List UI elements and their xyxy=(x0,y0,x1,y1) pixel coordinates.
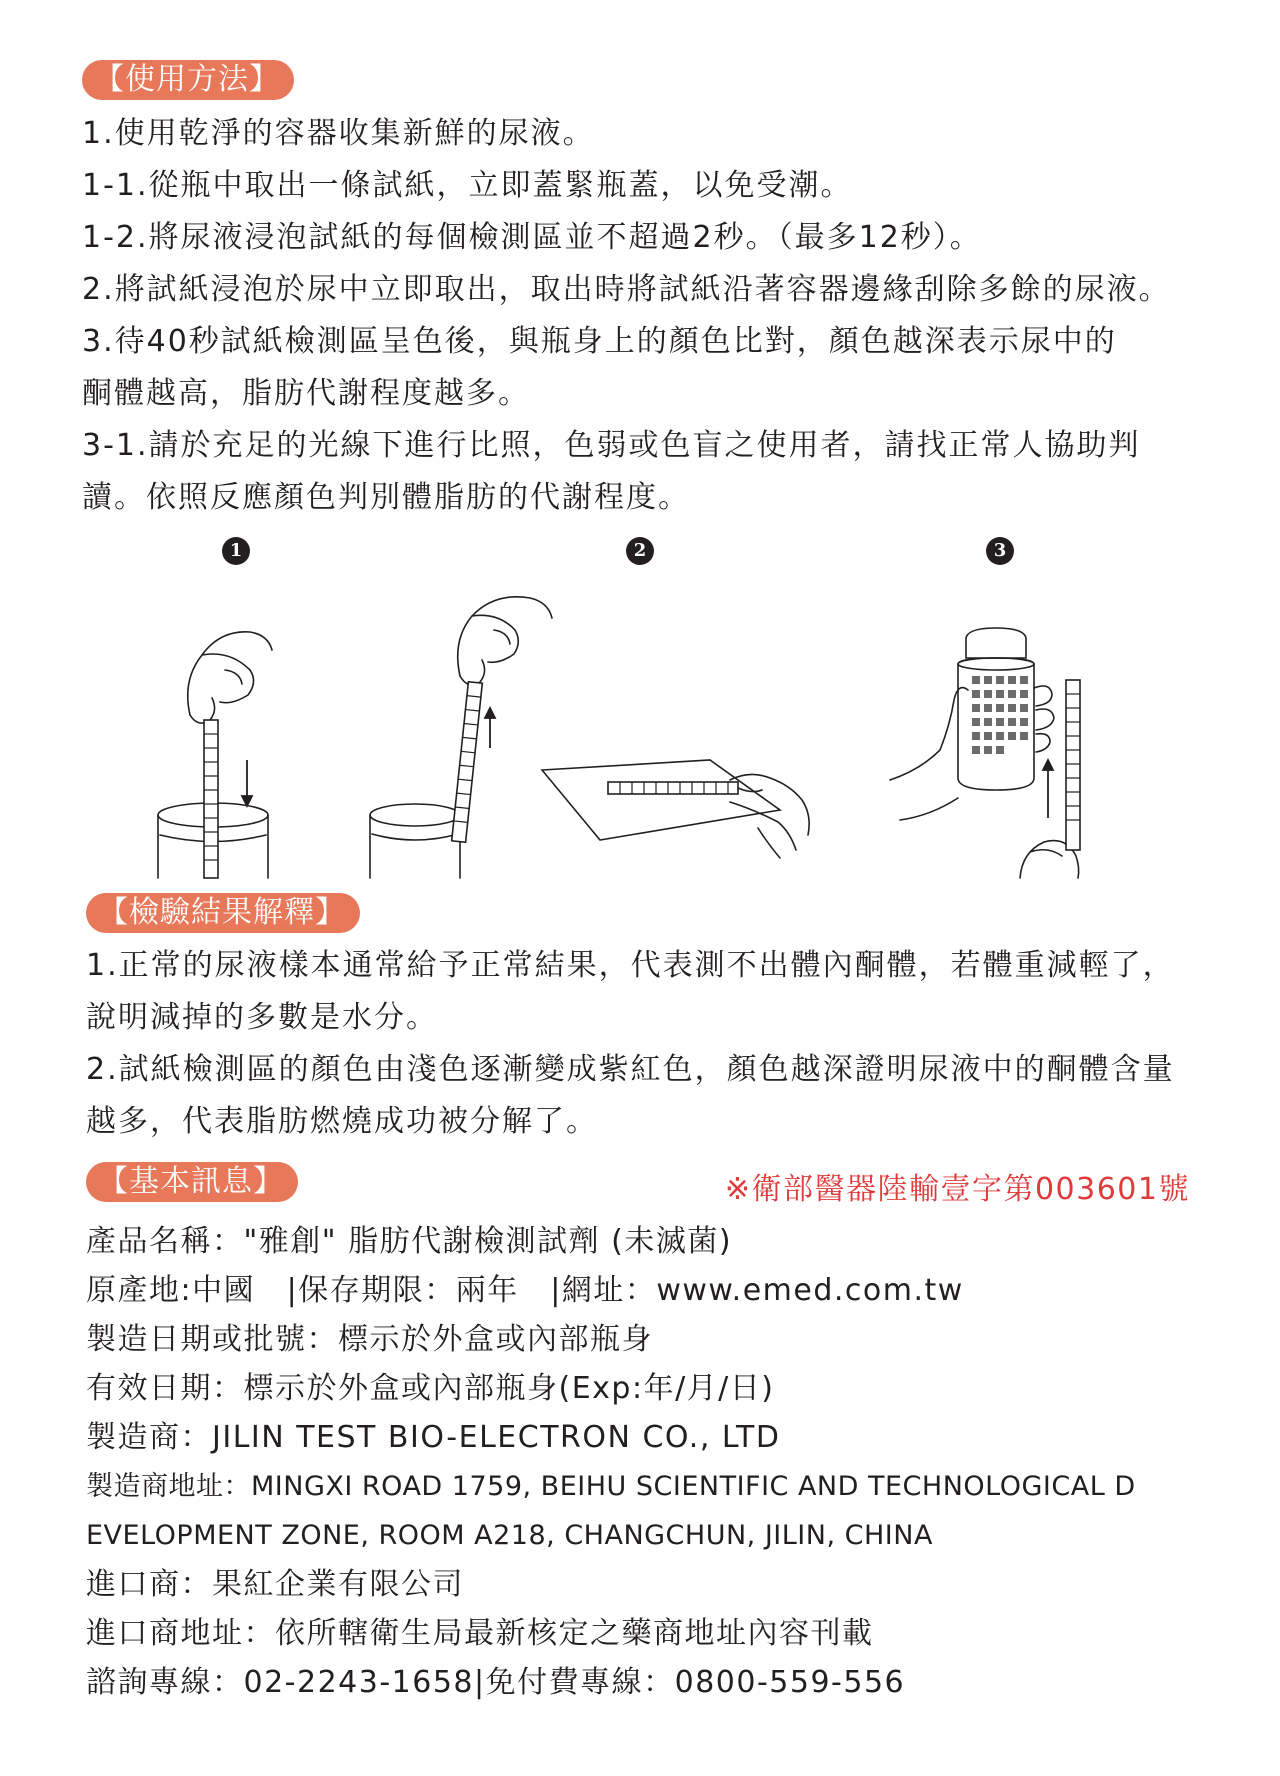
usage-line-2: 1-1.從瓶中取出一條試紙，立即蓋緊瓶蓋，以免受潮。 xyxy=(82,168,853,203)
usage-line-4: 2.將試紙浸泡於尿中立即取出，取出時將試紙沿著容器邊緣刮除多餘的尿液。 xyxy=(82,272,1171,307)
usage-line-7: 3-1.請於充足的光線下進行比照，色弱或色盲之使用者，請找正常人協助判 xyxy=(82,428,1141,463)
info-importer-address: 進口商地址：依所轄衛生局最新核定之藥商地址內容刊載 xyxy=(86,1616,874,1651)
compare-bottle-illustration xyxy=(880,620,1110,880)
info-origin: 原產地:中國 |保存期限：兩年 |網址：www.emed.com.tw xyxy=(86,1273,964,1308)
info-manufacturer-address-1: 製造商地址：MINGXI ROAD 1759, BEIHU SCIENTIFIC AND TECHNOLOGICAL D xyxy=(86,1471,1136,1502)
results-line-2: 說明減掉的多數是水分。 xyxy=(86,1000,438,1035)
dip-strip-illustration xyxy=(140,610,290,880)
info-manufacturer-address-2: EVELOPMENT ZONE, ROOM A218, CHANGCHUN, JILIN, CHINA xyxy=(86,1520,933,1551)
results-heading: 【檢驗結果解釋】 xyxy=(86,893,360,933)
info-manufacture-date: 製造日期或批號：標示於外盒或內部瓶身 xyxy=(86,1322,653,1357)
step-number-2: 2 xyxy=(626,537,654,565)
usage-line-5: 3.待40秒試紙檢測區呈色後，與瓶身上的顏色比對，顏色越深表示尿中的 xyxy=(82,324,1117,359)
info-heading: 【基本訊息】 xyxy=(86,1162,298,1202)
usage-line-3: 1-2.將尿液浸泡試紙的每個檢測區並不超過2秒。（最多12秒）。 xyxy=(82,220,982,255)
usage-line-1: 1.使用乾淨的容器收集新鮮的尿液。 xyxy=(82,116,595,151)
results-line-4: 越多，代表脂肪燃燒成功被分解了。 xyxy=(86,1104,598,1139)
step-number-3: 3 xyxy=(986,537,1014,565)
info-manufacturer: 製造商：JILIN TEST BIO-ELECTRON CO., LTD xyxy=(86,1420,781,1455)
blot-strip-illustration xyxy=(540,740,830,880)
registration-number: ※衛部醫器陸輸壹字第003601號 xyxy=(724,1172,1190,1207)
info-hotline: 諮詢專線：02-2243-1658|免付費專線：0800-559-556 xyxy=(86,1665,906,1700)
step-number-1: 1 xyxy=(222,537,250,565)
usage-heading: 【使用方法】 xyxy=(82,60,294,100)
info-expiry-date: 有效日期：標示於外盒或內部瓶身(Exp:年/月/日) xyxy=(86,1371,775,1406)
info-product-name: 產品名稱："雅創" 脂肪代謝檢測試劑 (未滅菌) xyxy=(86,1224,733,1259)
info-importer: 進口商：果紅企業有限公司 xyxy=(86,1567,464,1602)
lift-strip-illustration xyxy=(360,590,560,880)
usage-line-8: 讀。依照反應顏色判別體脂肪的代謝程度。 xyxy=(82,480,690,515)
usage-line-6: 酮體越高，脂肪代謝程度越多。 xyxy=(82,376,530,411)
results-line-1: 1.正常的尿液樣本通常給予正常結果，代表測不出體內酮體，若體重減輕了， xyxy=(86,948,1175,983)
results-line-3: 2.試紙檢測區的顏色由淺色逐漸變成紫紅色，顏色越深證明尿液中的酮體含量 xyxy=(86,1052,1175,1087)
